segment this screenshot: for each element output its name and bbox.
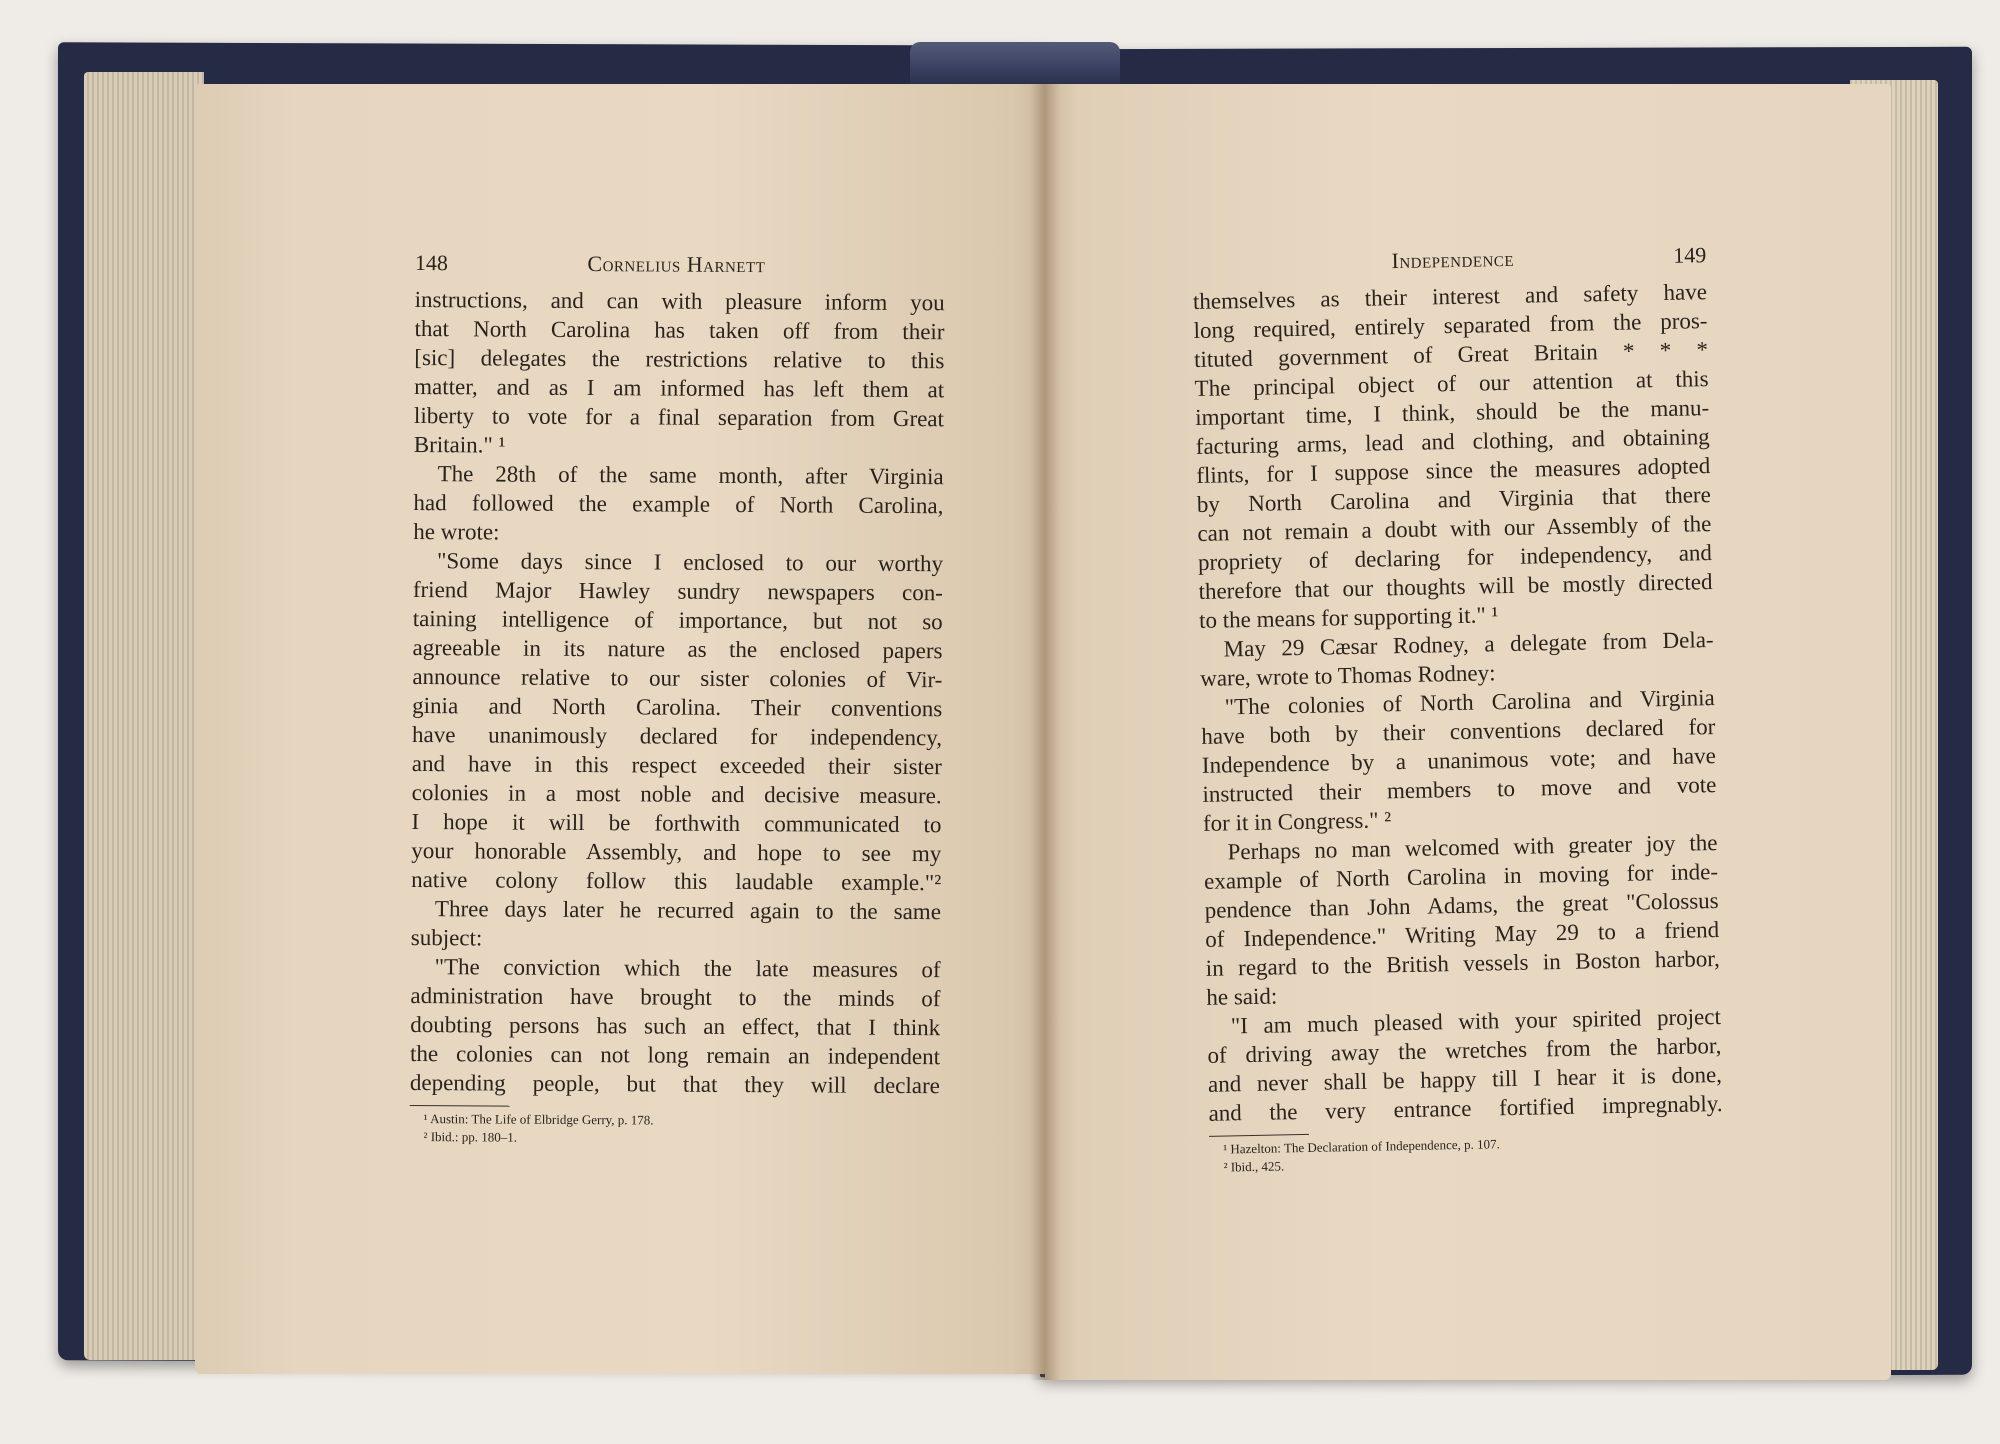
book-gutter (1030, 84, 1060, 1380)
text-line: for it in Congress." ² (1202, 807, 1392, 836)
text-line: The 28th of the same month, after Virginia (437, 461, 944, 490)
text-line: Perhaps no man welcomed with greater joy the (1227, 830, 1718, 865)
text-line: instructed their members to move and vote (1202, 772, 1717, 807)
text-line: instructions, and can with pleasure inform you (414, 286, 945, 316)
text-line: depending people, but that they will declare (409, 1069, 940, 1099)
footnote: ² Ibid., 425. (1223, 1158, 1285, 1175)
text-line: announce relative to our sister colonies of Vir- (412, 663, 943, 693)
text-line: in regard to the British vessels in Boston harbor, (1205, 946, 1720, 981)
text-line: of Independence." Writing May 29 to a friend (1204, 917, 1720, 952)
text-line: to the means for supporting it." ¹ (1198, 602, 1499, 633)
text-line: Three days later he recurred again to the same (434, 896, 942, 925)
text-line: ware, wrote to Thomas Rodney: (1199, 660, 1496, 691)
text-line: facturing arms, lead and clothing, and obtaining (1195, 424, 1710, 459)
left-page-body (410, 285, 945, 1100)
text-line: and the very entrance fortified impregnably. (1208, 1090, 1723, 1126)
text-line: and have in this respect exceeded their sister (411, 750, 942, 780)
footnote-rule-left (410, 1105, 510, 1107)
text-line: flints, for I suppose since the measures adopted (1196, 453, 1711, 488)
text-line: subject: (410, 924, 483, 951)
left-footnotes (410, 1110, 940, 1149)
text-line: he said: (1206, 983, 1278, 1010)
text-line: had followed the example of North Carolina, (413, 489, 944, 519)
text-line: taining intelligence of importance, but not so (412, 605, 943, 635)
right-page-body (1193, 277, 1723, 1128)
text-line: liberty to vote for a final separation from Great (413, 402, 945, 432)
text-line: important time, I think, should be the manu- (1194, 395, 1710, 430)
text-line: long required, entirely separated from the pros- (1193, 308, 1708, 343)
text-line: "I am much pleased with your spirited project (1230, 1003, 1722, 1039)
text-line: have unanimously declared for independency, (411, 721, 943, 751)
text-line: therefore that our thoughts will be mostly directed (1198, 569, 1713, 604)
text-line: he wrote: (413, 518, 500, 545)
text-line: propriety of declaring for independency, and (1197, 540, 1713, 575)
text-line: "The colonies of North Carolina and Virginia (1224, 685, 1715, 720)
text-line: can not remain a doubt with our Assembly of the (1197, 511, 1712, 546)
text-line: I hope it will be forthwith communicated to (411, 808, 942, 838)
text-line: administration have brought to the minds of (410, 982, 941, 1012)
text-line: your honorable Assembly, and hope to see my (411, 837, 942, 867)
footnote: ² Ibid.: pp. 180–1. (423, 1129, 518, 1145)
text-line: ginia and North Carolina. Their conventions (412, 692, 943, 722)
text-line: Britain." ¹ (413, 431, 506, 458)
text-line: friend Major Hawley sundry newspapers con- (412, 576, 943, 606)
text-line: pendence than John Adams, the great "Colossus (1204, 888, 1719, 923)
right-page-text-block (1192, 240, 1724, 1177)
text-line: agreeable in its nature as the enclosed papers (412, 634, 943, 664)
page-edges-left (84, 72, 204, 1360)
footnote: ¹ Hazelton: The Declaration of Independence, p. 107. (1223, 1136, 1500, 1157)
text-line: colonies in a most noble and decisive measure. (411, 779, 942, 809)
page-number-right: 149 (1672, 242, 1707, 268)
text-line: native colony follow this laudable example."² (411, 866, 942, 896)
text-line: Independence by a unanimous vote; and have (1201, 743, 1717, 778)
text-line: May 29 Cæsar Rodney, a delegate from Dela- (1223, 627, 1714, 662)
text-line: of driving away the wretches from the harbor, (1207, 1032, 1722, 1068)
text-line: tituted government of Great Britain * * * (1193, 337, 1709, 372)
running-title-left: Cornelius Harnett (587, 251, 766, 278)
page-number-left: 148 (414, 249, 448, 276)
text-line: matter, and as I am informed has left them at (414, 373, 945, 403)
text-line: "Some days since I enclosed to our worthy (437, 548, 944, 577)
left-page-text-block (410, 248, 945, 1149)
text-line: "The conviction which the late measures of (434, 954, 941, 983)
text-line: doubting persons has such an effect, that I think (410, 1011, 941, 1041)
text-line: [sic] delegates the restrictions relative to this (414, 344, 945, 374)
text-line: example of North Carolina in moving for inde- (1203, 859, 1719, 894)
text-line: The principal object of our attention at this (1194, 366, 1709, 401)
text-line: by North Carolina and Virginia that there (1196, 482, 1712, 517)
footnote-rule-right (1209, 1134, 1309, 1137)
running-title-right: Independence (1391, 245, 1515, 274)
text-line: that North Carolina has taken off from their (414, 315, 945, 345)
text-line: the colonies can not long remain an independent (410, 1040, 941, 1070)
book-spine-headband (910, 42, 1120, 86)
left-running-head (415, 248, 945, 280)
text-line: and never shall be happy till I hear it is done, (1207, 1061, 1723, 1097)
text-line: have both by their conventions declared for (1201, 714, 1716, 749)
footnote: ¹ Austin: The Life of Elbridge Gerry, p. 178. (423, 1111, 654, 1128)
text-line: themselves as their interest and safety have (1192, 279, 1708, 314)
